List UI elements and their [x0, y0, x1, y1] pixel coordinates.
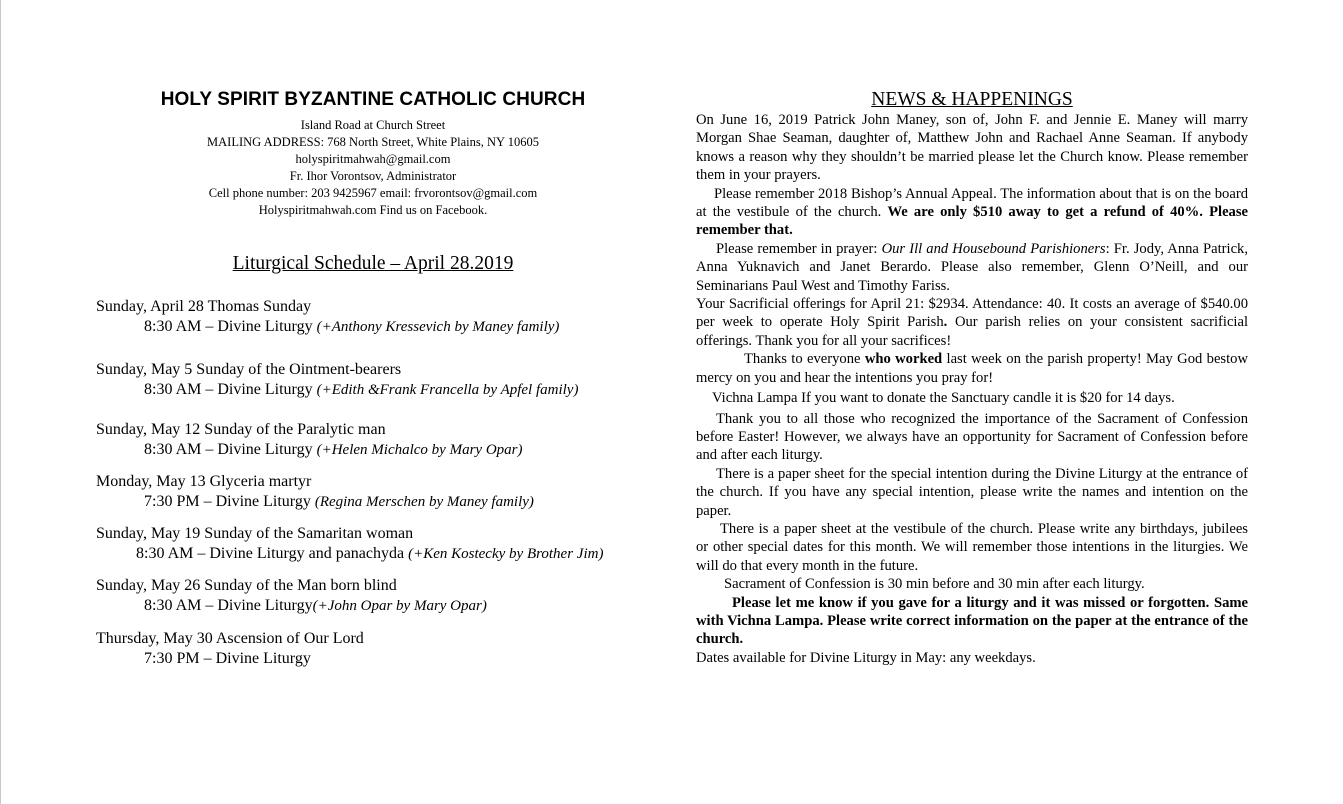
news-thanks: Thanks to everyone who worked last week on the parish property! May God bestow mercy on you and hear the intentions you pray for! [696, 351, 1248, 386]
entry-day: Sunday, May 19 Sunday of the Samaritan woman [96, 525, 414, 542]
church-name: HOLY SPIRIT BYZANTINE CATHOLIC CHURCH [160, 89, 586, 110]
news-liturgy-request: Please let me know if you gave for a liturgy and it was missed or forgotten. Same with Vichna Lampa. Please write correct information on the paper at the entrance of the church. [696, 594, 1248, 648]
schedule-entry [96, 420, 656, 460]
entry-day: Sunday, May 26 Sunday of the Man born blind [96, 577, 397, 594]
schedule-entry [96, 360, 656, 400]
news-confession-times: Sacrament of Confession is 30 min before and 30 min after each liturgy. [724, 576, 1145, 593]
church-address: Island Road at Church Street [300, 118, 446, 132]
news-vichna-lampa: Vichna Lampa If you want to donate the Sanctuary candle it is $20 for 14 days. [712, 390, 1175, 407]
entry-day: Monday, May 13 Glyceria martyr [96, 473, 312, 490]
entry-intention: (+Helen Michalco by Mary Opar) [316, 442, 523, 458]
left-column [96, 89, 656, 669]
phone-line: Cell phone number: 203 9425967 email: frvorontsov@gmail.com [208, 186, 538, 200]
schedule-entry [96, 629, 656, 669]
news-dates-available: Dates available for Divine Liturgy in May: any weekdays. [696, 649, 1036, 666]
news-wedding: On June 16, 2019 Patrick John Maney, son of, John F. and Jennie E. Maney will marry Morgan Shae Seaman, daughter of, Matthew John and Rachael Anne Seaman. If anybody knows a reason why they shouldn’t be married please let the Church know. Please remember them in your prayers. [696, 112, 1248, 184]
entry-intention: (+Ken Kostecky by Brother Jim) [408, 546, 604, 562]
news-offerings: Your Sacrificial offerings for April 21: $2934. Attendance: 40. It costs an average of $540.00 per week to operate Holy Spirit Parish. Our parish relies on your consistent sacrificial offerings. Thank you for all your sacrifices! [696, 296, 1249, 349]
entry-service: 7:30 PM – Divine Liturgy [144, 493, 315, 510]
liturgical-schedule [96, 297, 656, 669]
entry-day: Sunday, May 5 Sunday of the Ointment-bearers [96, 361, 402, 378]
right-column [696, 89, 1248, 667]
entry-day: Thursday, May 30 Ascension of Our Lord [96, 630, 364, 647]
news-body [696, 111, 1248, 667]
news-special-intention: There is a paper sheet for the special intention during the Divine Liturgy at the entrance of the church. If you have any special intention, please write the names and intention on the paper. [696, 465, 1248, 519]
entry-intention: (+Anthony Kressevich by Maney family) [316, 319, 560, 335]
page-edge [0, 0, 1, 804]
news-prayer-list: Please remember in prayer: Our Ill and Housebound Parishioners: Fr. Jody, Anna Patrick, Anna Yuknavich and Janet Berardo. Please also remember, Glenn O’Neill, and our Seminarians Paul West and Timothy Fariss. [696, 240, 1249, 294]
schedule-entry [96, 524, 656, 564]
schedule-title: Liturgical Schedule – April 28.2019 [232, 253, 514, 274]
entry-service: 7:30 PM – Divine Liturgy [144, 650, 311, 667]
entry-intention: (Regina Merschen by Maney family) [314, 494, 534, 510]
entry-day: Sunday, April 28 Thomas Sunday [96, 298, 312, 315]
entry-intention: (+Edith &Frank Francella by Apfel family) [316, 382, 579, 398]
entry-intention: (+John Opar by Mary Opar) [312, 598, 487, 614]
news-special-dates: There is a paper sheet at the vestibule of the church. Please write any birthdays, jubilees or other special dates for this month. We will remember those intentions in the liturgies. We will do that every month in the future. [696, 520, 1248, 574]
news-title: NEWS & HAPPENINGS [871, 89, 1073, 110]
website-link[interactable]: Holyspiritmahwah.com [258, 203, 377, 217]
priest-name: Fr. Ihor Vorontsov, Administrator [289, 169, 457, 183]
entry-service: 8:30 AM – Divine Liturgy [144, 441, 317, 458]
news-confession-thanks: Thank you to all those who recognized the importance of the Sacrament of Confession before Easter! However, we always have an opportunity for Sacrament of Confession before and after each liturgy. [696, 410, 1248, 464]
mailing-address: MAILING ADDRESS: 768 North Street, White Plains, NY 10605 [207, 135, 539, 149]
facebook-note: Find us on Facebook. [379, 203, 488, 217]
entry-day: Sunday, May 12 Sunday of the Paralytic man [96, 421, 386, 438]
entry-service: 8:30 AM – Divine Liturgy [144, 597, 313, 614]
web-links [90, 202, 656, 219]
schedule-entry [96, 297, 656, 337]
entry-service: 8:30 AM – Divine Liturgy [144, 318, 317, 335]
entry-service: 8:30 AM – Divine Liturgy [144, 381, 317, 398]
schedule-entry [96, 576, 656, 616]
schedule-entry [96, 472, 656, 512]
parish-email: holyspiritmahwah@gmail.com [295, 152, 451, 166]
entry-service: 8:30 AM – Divine Liturgy and panachyda [136, 545, 409, 562]
news-bishops-appeal: Please remember 2018 Bishop’s Annual Appeal. The information about that is on the board at the vestibule of the church. We are only $510 away to get a refund of 40%. Please remember that. [696, 185, 1248, 239]
